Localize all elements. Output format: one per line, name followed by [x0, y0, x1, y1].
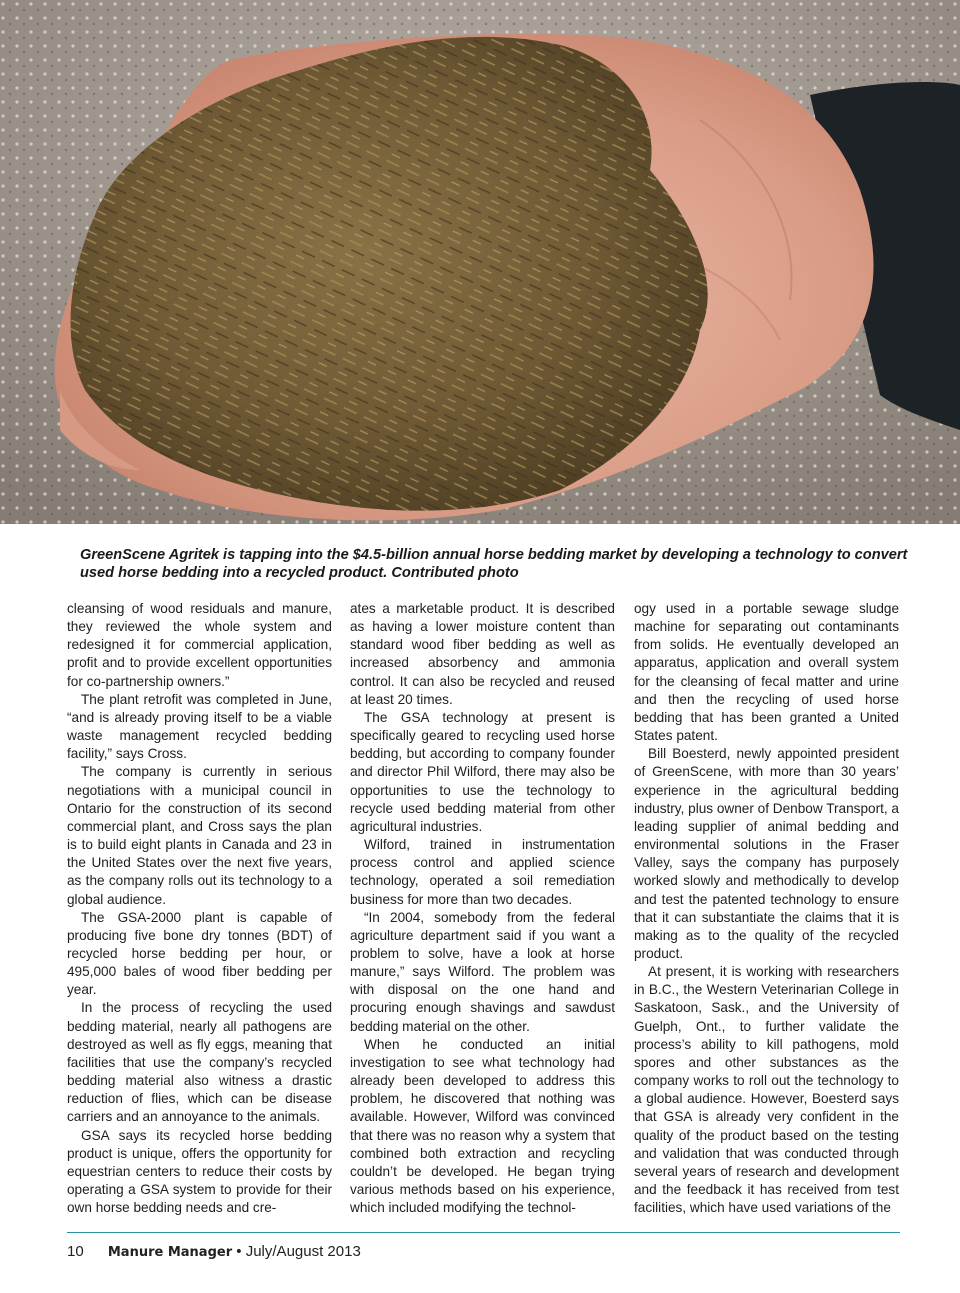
footer-separator: • [236, 1243, 242, 1260]
issue-date: July/August 2013 [245, 1243, 361, 1260]
paragraph: At present, it is working with researchers in B.C., the Western Veterinarian College in Saskatoon, Sask., and the University of Guelph, Ont., to further validate the process’s ability to kill pathogens, mold spores and other substances as the company works to roll out the technology to a global audience. However, Boesterd says that GSA is already very confident in the quality of the product based on the testing and validation that was conducted through several years of research and development and the feedback it has received from test facilities, which have used variations of the [634, 964, 899, 1216]
paragraph: GSA says its recycled horse bedding product is unique, offers the opportunity for equestrian centers to reduce their costs by operating a GSA system to provide for their own horse bedding needs and cre- [67, 1127, 332, 1216]
page-footer [67, 1243, 361, 1260]
magazine-name: Manure Manager [107, 1245, 233, 1260]
paragraph: The GSA-2000 plant is capable of producing five bone dry tonnes (BDT) of recycled horse bedding per hour, or 495,000 bales of wood fiber bedding per year. [67, 909, 332, 998]
page-number: 10 [67, 1243, 84, 1260]
article-column-2 [350, 600, 615, 1220]
hand-with-bedding-illustration [0, 0, 960, 524]
paragraph: Wilford, trained in instrumentation process control and applied science technology, operated a soil remediation business for more than two decades. [350, 837, 615, 907]
paragraph: ogy used in a portable sewage sludge machine for separating out contaminants from solids. He eventually developed an apparatus, application and overall system for the cleansing of fecal matter and urine and then the recycling of used horse bedding that has been granted a United States patent. [634, 601, 899, 744]
paragraph: In the process of recycling the used bedding material, nearly all pathogens are destroyed as well as fly eggs, meaning that facilities that use the company’s recycled bedding material also witness a drastic reduction of flies, which can be disease carriers and an annoyance to the animals. [67, 1000, 332, 1125]
photo-caption: GreenScene Agritek is tapping into the $4.5-billion annual horse bedding market by developing a technology to convert used horse bedding into a recycled product. Contributed photo [80, 547, 908, 581]
footer-rule [67, 1232, 900, 1233]
paragraph: ates a marketable product. It is described as having a lower moisture content than standard wood fiber bedding as well as increased absorbency and ammonia control. It can also be recycled and reused at least 20 times. [350, 601, 615, 707]
paragraph: cleansing of wood residuals and manure, they reviewed the whole system and redesigned it for commercial application, profit and to provide excellent opportunities for co-partnership owners.” [67, 601, 332, 689]
article-column-3 [634, 600, 899, 1220]
paragraph: The company is currently in serious negotiations with a municipal council in Ontario for the construction of its second commercial plant, and Cross says the plan is to build eight plants in Canada and 23 in the United States over the next five years, as the company rolls out its technology to a global audience. [67, 764, 332, 907]
paragraph: Bill Boesterd, newly appointed president of GreenScene, with more than 30 years’ experience in the agricultural bedding industry, plus owner of Denbow Transport, a leading supplier of animal bedding and environmental solutions in the Fraser Valley, says the company has purposely worked slowly and methodically to develop and test the patented technology to ensure that it can substantiate the claims that it is making as to the quality of the recycled product. [634, 746, 899, 961]
paragraph: The plant retrofit was completed in June, “and is already proving itself to be a viable waste management recycled bedding facility,” says Cross. [67, 691, 332, 762]
cover-photo [0, 0, 960, 524]
paragraph: The GSA technology at present is specifically geared to recycling used horse bedding, but according to company founder and director Phil Wilford, there may also be opportunities to use the technology to recycle used bedding material from other agricultural industries. [350, 709, 615, 834]
paragraph: When he conducted an initial investigation to see what technology had already been developed to address this problem, he discovered that nothing was available. However, Wilford was convinced that there was no reason why a system that combined both extraction and recycling couldn’t be developed. He began trying various methods based on his experience, which included modifying the technol- [350, 1036, 615, 1216]
article-column-1 [67, 600, 332, 1220]
paragraph: “In 2004, somebody from the federal agriculture department said if you want a problem to solve, have a look at horse manure,” says Wilford. The problem was with disposal on the one hand and procuring enough shavings and sawdust bedding material on the other. [350, 909, 615, 1034]
